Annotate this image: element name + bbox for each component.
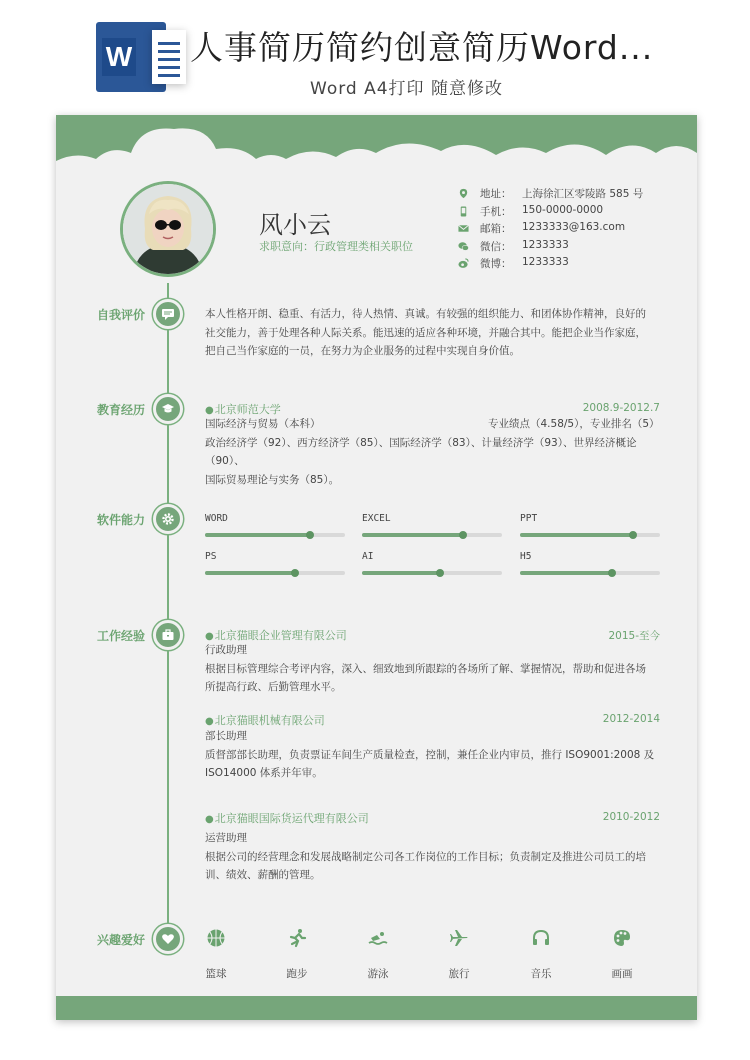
skill-bar-fill bbox=[362, 571, 440, 575]
job-company: ● 北京猫眼企业管理有限公司 bbox=[205, 627, 347, 643]
job-title: 行政助理 bbox=[205, 644, 247, 656]
skill-knob bbox=[291, 569, 299, 577]
gear-icon bbox=[153, 504, 183, 534]
skill-ppt: PPT bbox=[520, 513, 660, 524]
job-title: 运营助理 bbox=[205, 832, 247, 844]
self-evaluation-text: 本人性格开朗、稳重、有活力，待人热情、真诚。有较强的组织能力、和团体协作精神，良好的 社交能力，善于处理各种人际关系。能迅速的适应各种环境，并融合其中。能把企业当作家庭， 把自己当作家庭的一员，在努力为企业服务的过程中实现自身价值。 bbox=[205, 308, 646, 357]
basketball-icon bbox=[206, 928, 226, 948]
footer-band bbox=[56, 996, 697, 1020]
section-label-self-evaluation: 自我评价 bbox=[97, 308, 146, 322]
wechat-icon bbox=[458, 241, 469, 252]
hobby-basketball: 篮球 bbox=[196, 928, 236, 981]
skill-bar-fill bbox=[205, 571, 295, 575]
skill-knob bbox=[306, 531, 314, 539]
skill-bar-fill bbox=[362, 533, 463, 537]
timeline-line bbox=[167, 283, 169, 935]
resume-page: 风小云 求职意向：行政管理类相关职位 地址： 上海徐汇区零陵路 585 号 手机： 150-0000-0000 邮箱： 1233333@163.com 微信： 1233333 微博： 1233333 自我评价 本人性格开朗、稳重、有活力，待人热情、真诚。有较强的组织能力、和团体协作精神，良好的 社交能力，善于处理各种人际关系。能迅速的适应各种环境，并融合其中。能把企业当作家庭， 把自己当作家庭的一员，在努力为企业服务的过程中实现自身价值。 教育经历 ● 北京师范大学 2008.9-2012.7 国际经济与贸易（本科） 专业绩点（4.58/5），专业排名（5） 政治经济学（92）、西方经济学（85）、国际经济学（83）、计量经济学（93）、世界经济概论（90）、 国际贸易理论与实务（85）。 软件能力 WORD EXCEL PPT PS AI H5 工作经验 ● 北京猫眼企业管理有限公司 2015-至今 行政助理 根据目标管理综合考评内容，深入、细致地到所跟踪的各场所了解、掌握情况，帮助和促进各场 所提高行政、后勤管理水平。 ● 北京猫眼机械有限公司 2012-2014 部长助理 质督部部长助理，负责票证车间生产质量检查，控制，兼任企业内审员，推行 ISO9001:2008 及 ISO14000 体系并年审。 ● 北京猫眼国际货运代理有限公司 2010-2012 运营助理 根据公司的经营理念和发展战略制定公司各工作岗位的工作目标；负责制定及推进公司员工的培 训、绩效、薪酬的管理。 兴趣爱好 篮球 跑步 游泳 旅行 音乐 画画 bbox=[56, 115, 697, 1020]
avatar bbox=[120, 181, 216, 277]
weibo-icon bbox=[458, 258, 469, 269]
hobby-running: 跑步 bbox=[277, 928, 317, 981]
section-label-work: 工作经验 bbox=[97, 629, 146, 643]
preview-banner bbox=[0, 0, 750, 112]
hobby-swimming: 游泳 bbox=[358, 928, 398, 981]
job-date: 2015-至今 bbox=[608, 630, 660, 642]
headphones-icon bbox=[531, 928, 551, 948]
skill-bar-fill bbox=[520, 571, 612, 575]
word-logo-letter: W bbox=[102, 38, 136, 76]
job-details: 行政助理 根据目标管理综合考评内容，深入、细致地到所跟踪的各场所了解、掌握情况，帮助和促进各场 所提高行政、后勤管理水平。 bbox=[205, 641, 675, 697]
skill-knob bbox=[629, 531, 637, 539]
education-gpa: 专业绩点（4.58/5），专业排名（5） bbox=[488, 418, 660, 430]
section-label-hobbies: 兴趣爱好 bbox=[97, 933, 146, 947]
skill-knob bbox=[459, 531, 467, 539]
hobby-travel: 旅行 bbox=[439, 928, 479, 981]
job-company: ● 北京猫眼机械有限公司 bbox=[205, 712, 325, 728]
section-label-education: 教育经历 bbox=[97, 403, 146, 417]
graduation-cap-icon bbox=[153, 394, 183, 424]
section-label-skills: 软件能力 bbox=[97, 513, 146, 527]
job-details: 部长助理 质督部部长助理，负责票证车间生产质量检查，控制，兼任企业内审员，推行 ISO9001:2008 及 ISO14000 体系并年审。 bbox=[205, 727, 675, 783]
skill-ps: PS bbox=[205, 551, 345, 562]
job-date: 2010-2012 bbox=[602, 811, 660, 823]
skill-bar-fill bbox=[205, 533, 310, 537]
document-title: 人事简历简约创意简历Word... bbox=[190, 28, 654, 67]
document-subtitle: Word A4打印 随意修改 bbox=[310, 79, 503, 99]
word-document-icon bbox=[96, 22, 166, 92]
skill-excel: EXCEL bbox=[362, 513, 502, 524]
skill-knob bbox=[608, 569, 616, 577]
skill-knob bbox=[436, 569, 444, 577]
education-major: 国际经济与贸易（本科） bbox=[205, 418, 321, 430]
education-date: 2008.9-2012.7 bbox=[582, 402, 660, 414]
education-details: 国际经济与贸易（本科） 专业绩点（4.58/5），专业排名（5） 政治经济学（92）、西方经济学（85）、国际经济学（83）、计量经济学（93）、世界经济概论（90）、 国际贸易理论与实务（85）。 bbox=[205, 415, 675, 489]
airplane-icon bbox=[449, 928, 469, 948]
palette-icon bbox=[612, 928, 632, 948]
job-objective: 求职意向：行政管理类相关职位 bbox=[259, 240, 413, 253]
job-company: ● 北京猫眼国际货运代理有限公司 bbox=[205, 810, 369, 826]
location-icon bbox=[458, 188, 469, 199]
skill-ai: AI bbox=[362, 551, 502, 562]
hobby-painting: 画画 bbox=[602, 928, 642, 981]
skill-h5: H5 bbox=[520, 551, 660, 562]
school-name: ● 北京师范大学 bbox=[205, 401, 281, 417]
briefcase-icon bbox=[153, 620, 183, 650]
skill-word: WORD bbox=[205, 513, 345, 524]
running-icon bbox=[287, 928, 307, 948]
job-title: 部长助理 bbox=[205, 730, 247, 742]
heart-icon bbox=[153, 924, 183, 954]
job-date: 2012-2014 bbox=[602, 713, 660, 725]
job-details: 运营助理 根据公司的经营理念和发展战略制定公司各工作岗位的工作目标；负责制定及推进公司员工的培 训、绩效、薪酬的管理。 bbox=[205, 829, 675, 885]
education-courses: 政治经济学（92）、西方经济学（85）、国际经济学（83）、计量经济学（93）、世界经济概论（90）、 bbox=[205, 436, 637, 467]
skill-bar-fill bbox=[520, 533, 633, 537]
mail-icon bbox=[458, 223, 469, 234]
swimming-icon bbox=[368, 928, 388, 948]
hobby-music: 音乐 bbox=[521, 928, 561, 981]
phone-icon bbox=[458, 206, 469, 217]
comment-icon bbox=[153, 299, 183, 329]
candidate-name: 风小云 bbox=[259, 211, 331, 239]
